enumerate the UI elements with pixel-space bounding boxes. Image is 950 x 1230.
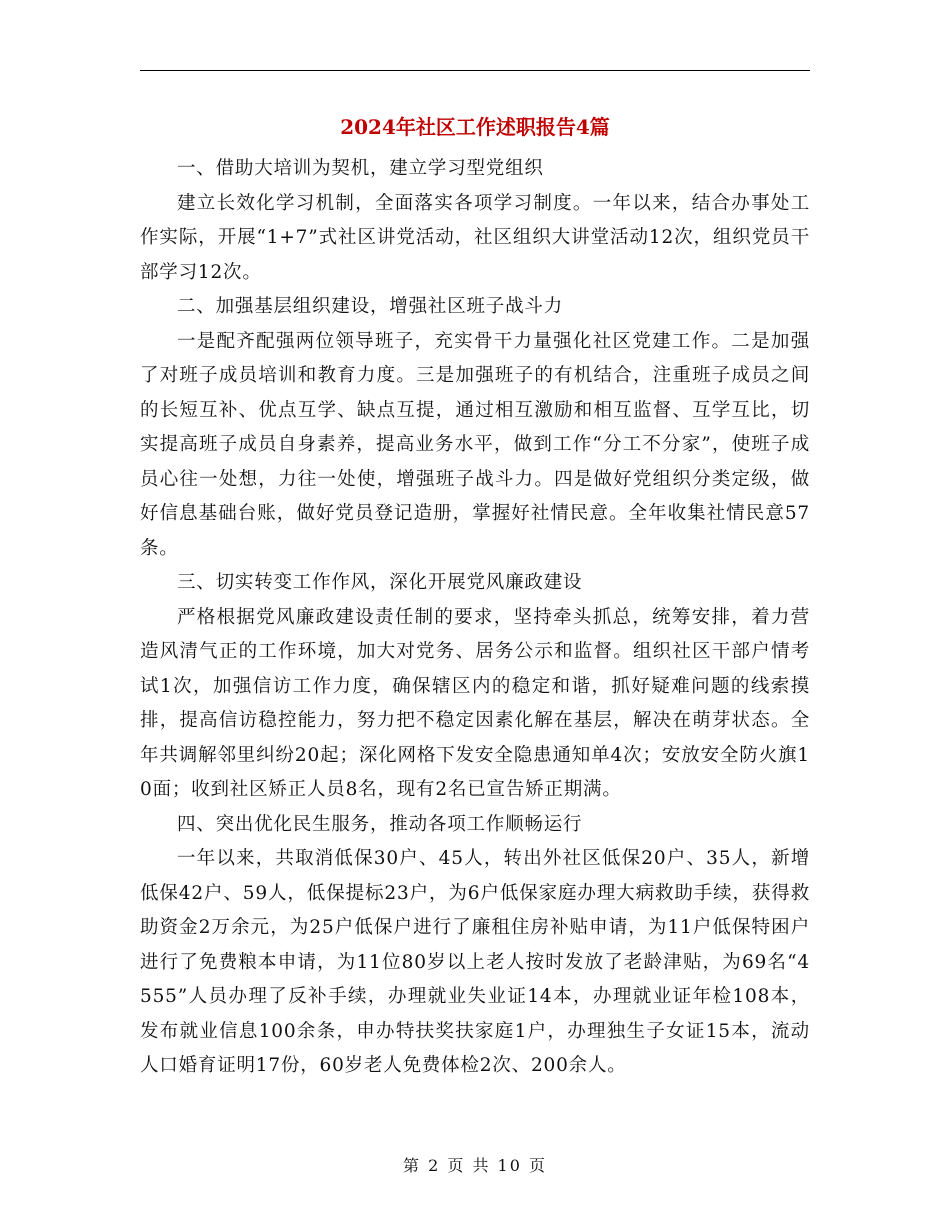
body-paragraph-2: 一是配齐配强两位领导班子，充实骨干力量强化社区党建工作。二是加强了对班子成员培训和教育力度。三是加强班子的有机结合，注重班子成员之间的长短互补、优点互学、缺点互提，通过相互激励和相互监督、互学互比，切实提高班子成员自身素养，提高业务水平，做到工作“分工不分家”，使班子成员心往一处想，力往一处使，增强班子战斗力。四是做好党组织分类定级，做好信息基础台账，做好党员登记造册，掌握好社情民意。全年收集社情民意57条。 xyxy=(140,330,810,559)
page-footer: 第 2 页 共 10 页 xyxy=(403,1156,547,1175)
body-paragraph-4: 一年以来，共取消低保30户、45人，转出外社区低保20户、35人，新增低保42户、59人，低保提标23户，为6户低保家庭办理大病救助手续，获得救助资金2万余元，为25户低保户进行了廉租住房补贴申请，为11户低保特困户进行了免费粮本申请，为11位80岁以上老人按时发放了老龄津贴，为69名“4555”人员办理了反补手续，办理就业失业证14本，办理就业证年检108本，发布就业信息100余条，申办特扶奖扶家庭1户，办理独生子女证15本，流动人口婚育证明17份，60岁老人免费体检2次、200余人。 xyxy=(140,848,810,1076)
document-body xyxy=(140,152,810,1084)
header-rule xyxy=(140,70,810,71)
document-title: 2024年社区工作述职报告4篇 xyxy=(340,115,610,139)
section-heading-3: 三、切实转变工作作风，深化开展党风廉政建设 xyxy=(177,572,583,593)
section-heading-4: 四、突出优化民生服务，推动各项工作顺畅运行 xyxy=(177,813,583,835)
body-paragraph-1: 建立长效化学习机制，全面落实各项学习制度。一年以来，结合办事处工作实际，开展“1+7”式社区讲党活动，社区组织大讲堂活动12次，组织党员干部学习12次。 xyxy=(140,192,810,283)
body-paragraph-3: 严格根据党风廉政建设责任制的要求，坚持牵头抓总，统筹安排，着力营造风清气正的工作环境，加大对党务、居务公示和监督。组织社区干部户情考试1次，加强信访工作力度，确保辖区内的稳定和谐，抓好疑难问题的线索摸排，提高信访稳控能力，努力把不稳定因素化解在基层，解决在萌芽状态。全年共调解邻里纠纷20起；深化网格下发安全隐患通知单4次；安放安全防火旗10面；收到社区矫正人员8名，现有2名已宣告矫正期满。 xyxy=(140,606,810,800)
section-heading-1: 一、借助大培训为契机，建立学习型党组织 xyxy=(177,158,544,179)
section-heading-2: 二、加强基层组织建设，增强社区班子战斗力 xyxy=(177,296,564,317)
